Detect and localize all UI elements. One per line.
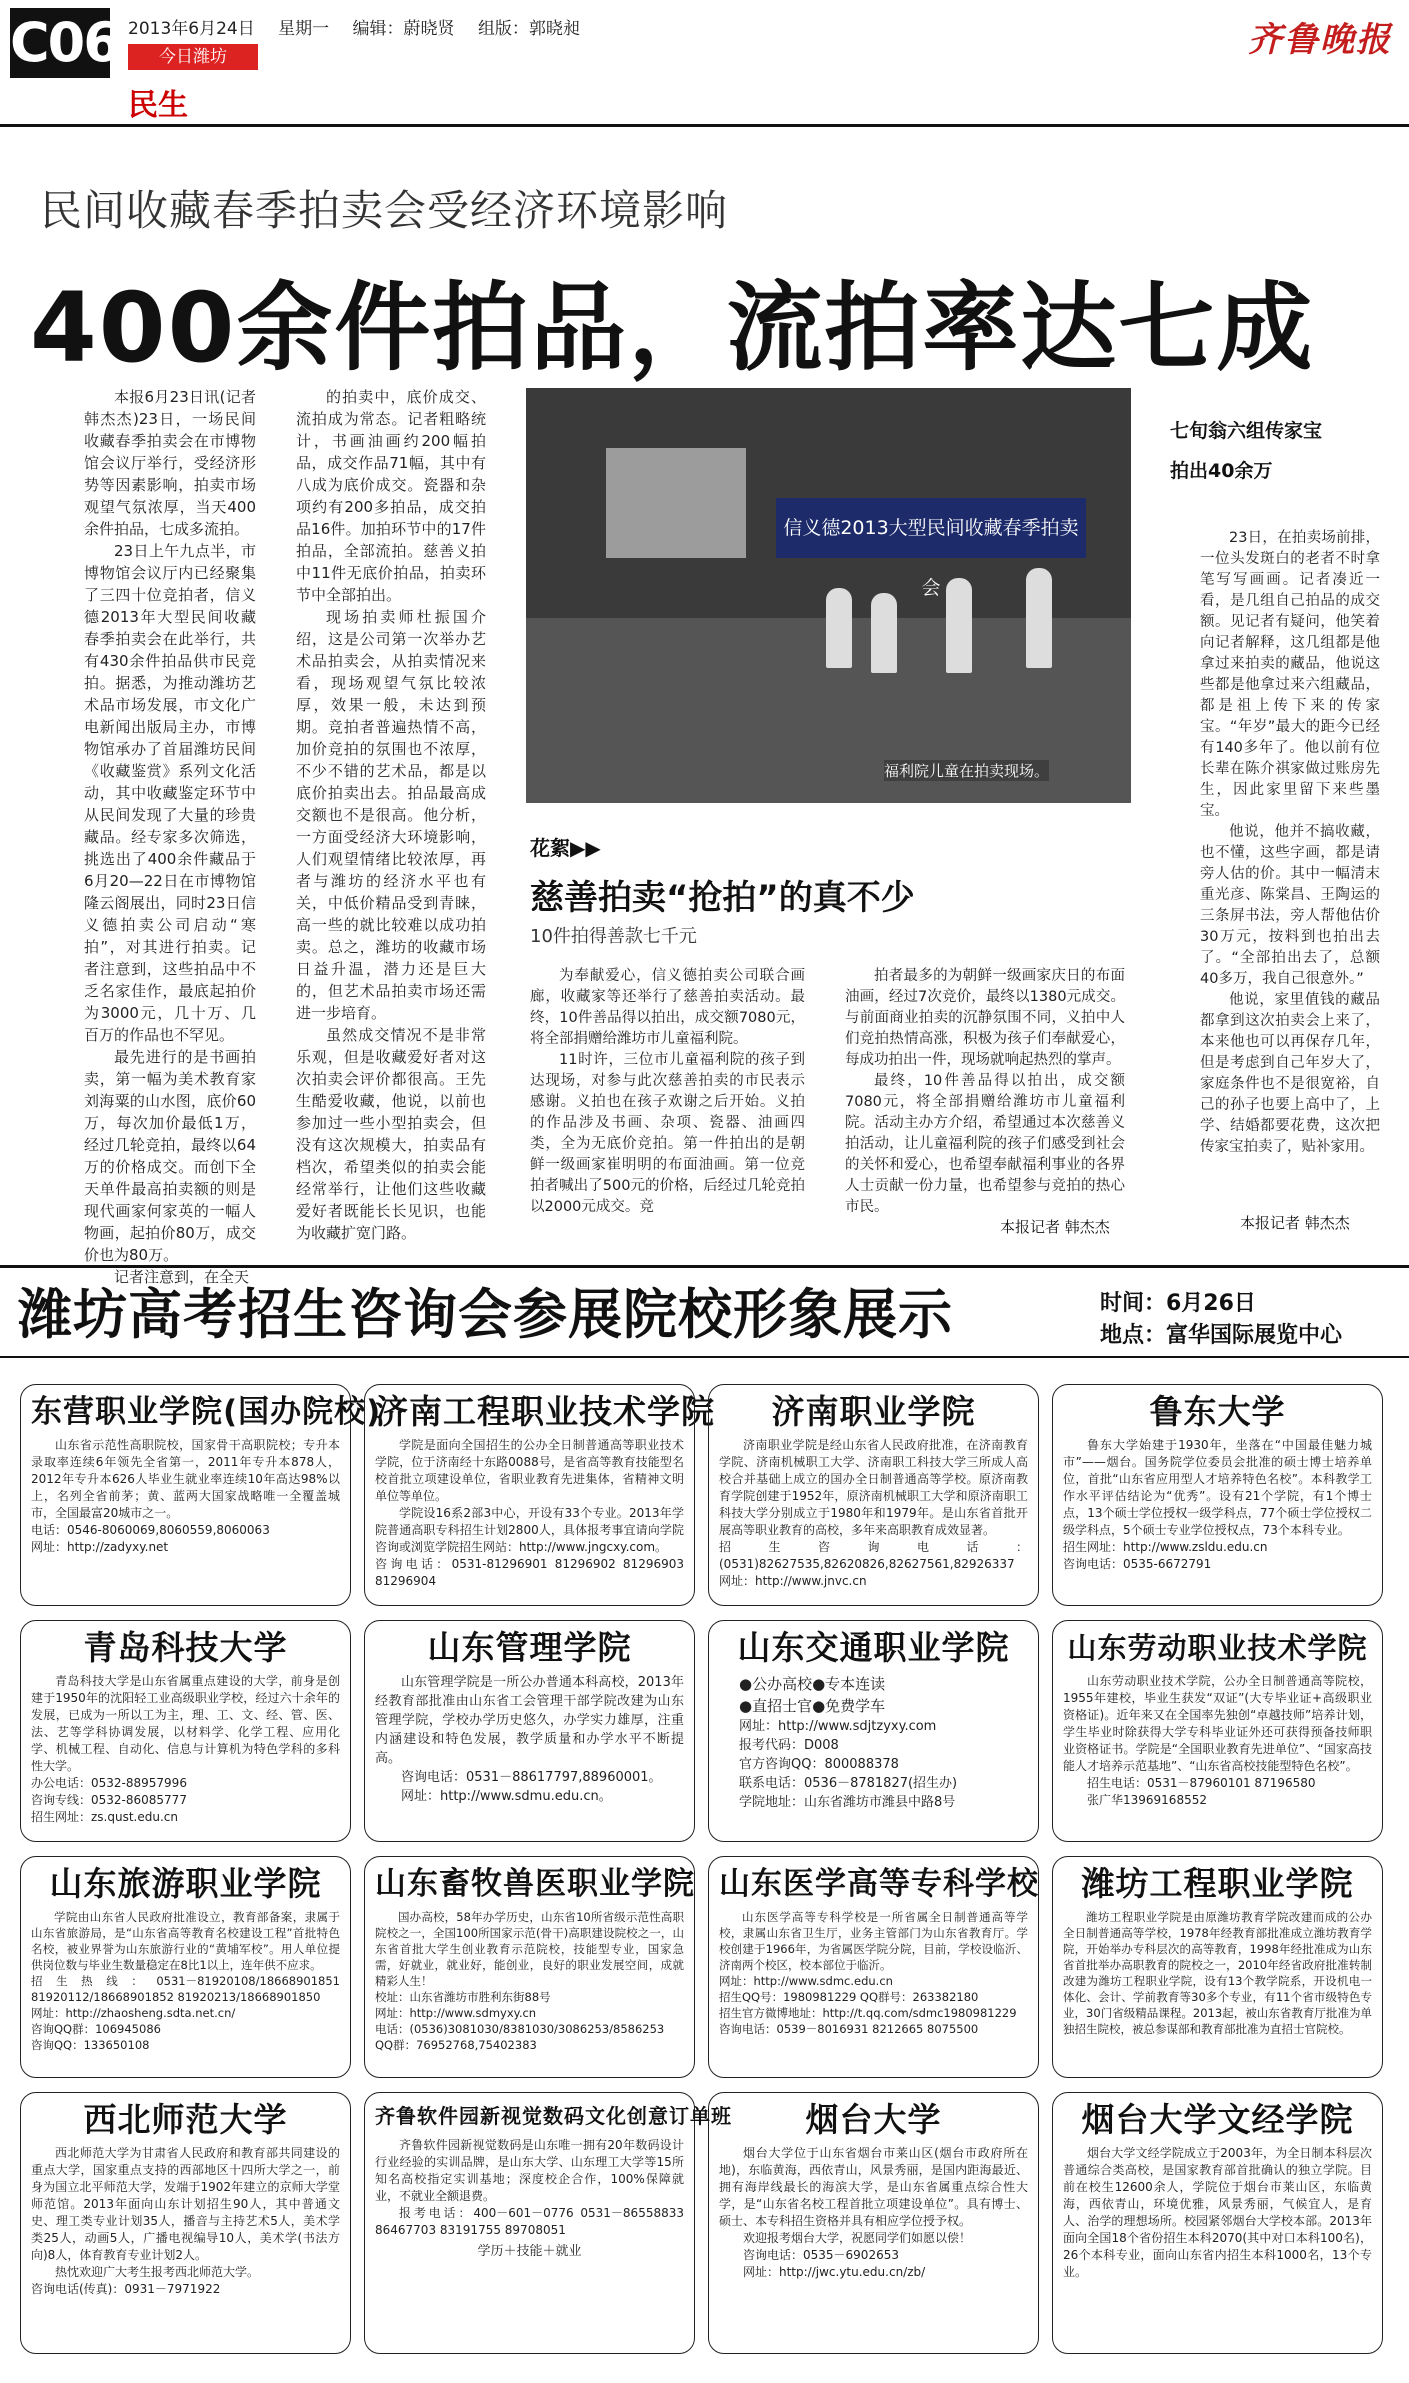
paragraph: 现场拍卖师杜振国介绍，这是公司第一次举办艺术品拍卖会，从拍卖情况来看，现场观望气氛比较浓厚，效果一般，未达到预期。竞拍者普遍热情不高，加价竞拍的氛围也不浓厚，不少不错的艺术品，都是以底价拍卖出去。拍品最高成交额也不是很高。他分析，一方面受经济大环境影响，人们观望情绪比较浓厚，再者与潍坊的经济水平也有关，中低价精品受到青睐，高一些的就比较难以成功拍卖。总之，潍坊的收藏市场日益升温，潜力还是巨大的，但艺术品拍卖市场还需进一步培育。 (296, 608, 486, 1022)
person-figure (826, 588, 852, 668)
ad-title-rule (0, 1356, 1409, 1358)
person-figure (946, 578, 972, 673)
ad-divider (0, 1265, 1409, 1268)
sidebar-story (1200, 528, 1380, 1158)
paragraph: 为奉献爱心，信义德拍卖公司联合画廊，收藏家等还举行了慈善拍卖活动。最终，10件善品得以拍出，成交额7080元，将全部捐赠给潍坊市儿童福利院。 (530, 968, 805, 1047)
school-name: 齐鲁软件园新视觉数码文化创意订单班 (375, 2104, 732, 2128)
paragraph: 最终，10件善品得以拍出，成交额7080元，将全部捐赠给潍坊市儿童福利院。活动主办方介绍，希望通过本次慈善义拍活动，让儿童福利院的孩子们感受到社会的关怀和爱心，也希望奉献福利事业的各界人士贡献一份力量，也希望参与竞拍的热心市民。 (845, 1073, 1125, 1215)
paragraph: 最先进行的是书画拍卖，第一幅为美术教育家刘海粟的山水图，底价60万，每次加价最低1万，经过几轮竞拍，最终以64万的价格成交。而创下全天单件最高拍卖额的则是现代画家何家英的一幅人物画，起拍价80万，成交价也为80万。 (84, 1048, 256, 1264)
detail-line: QQ群：76952768,75402383 (375, 2038, 537, 2052)
detail-line: 烟台大学位于山东省烟台市莱山区(烟台市政府所在地)，东临黄海，西依青山，风景秀丽，是国内距海最近、拥有海岸线最长的海滨大学，是山东省属重点综合性大学，是“山东省名校工程首批立项建设单位”。具有博士、硕士、本专科招生资格并具有相应学位授予权。 (719, 2146, 1028, 2228)
school-details (719, 1673, 1028, 1812)
school-name: 西北师范大学 (83, 2100, 288, 2139)
paragraph: 的拍卖中，底价成交、流拍成为常态。记者粗略统计，书画油画约200幅拍品，成交作品71幅，其中有八成为底价成交。瓷器和杂项约有200多拍品，成交拍品16件。加拍环节中的17件拍品，全部流拍。慈善义拍中11件无底价拍品，拍卖环节中全部拍出。 (296, 388, 486, 604)
school-card (20, 1856, 351, 2078)
detail-line: 招生热线：0531－81920108/18668901851 81920112/18668901852 81920213/18668901850 (31, 1974, 340, 2004)
detail-line: 联系电话：0536－8781827(招生办) (739, 1776, 958, 1791)
detail-line: 国办高校，58年办学历史，山东省10所省级示范性高职院校之一，全国100所国家示范(骨干)高职建设院校之一，山东省首批大学生创业教育示范院校，技能型专业，国家急需，好就业，就业好，能创业，良好的职业发展空间，成就精彩人生！ (375, 1910, 684, 1988)
school-details (31, 2145, 340, 2298)
school-details (719, 1909, 1028, 2037)
school-card (708, 1620, 1039, 1842)
paragraph: 23日，在拍卖场前排，一位头发斑白的老者不时拿笔写写画画。记者凑近一看，是几组自己拍品的成交额。见记者有疑问，他笑着向记者解释，这几组都是他拿过来拍卖的藏品，他说这些都是他拿过来六组藏品，都是祖上传下来的传家宝。“年岁”最大的距今已经有140多年了。他以前有位长辈在陈介祺家做过账房先生，因此家里留下来些墨宝。 (1200, 530, 1380, 819)
detail-line: 山东管理学院是一所公办普通本科高校，2013年经教育部批准由山东省工会管理干部学院改建为山东管理学院，学校办学历史悠久，办学实力雄厚，注重内涵建设和特色发展，教学质量和办学水平不断提高。 (375, 1675, 684, 1766)
school-details (31, 1437, 340, 1556)
ad-place: 地点：富华国际展览中心 (1100, 1323, 1343, 1348)
detail-line: 欢迎报考烟台大学，祝愿同学们如愿以偿！ (743, 2231, 972, 2245)
editor-credit: 编辑：蔚晓贤 (352, 19, 455, 39)
detail-line: 咨询电话：0535-6672791 (1063, 1557, 1212, 1571)
detail-line: 齐鲁软件园新视觉数码是山东唯一拥有20年数码设计行业经验的实训品牌，是山东大学、山东理工大学等15所知名高校指定实训基地；深度校企合作，100%保障就业，不就业全额退费。 (375, 2138, 684, 2203)
school-name: 烟台大学 (805, 2100, 942, 2139)
school-name: 济南工程职业技术学院 (375, 1392, 715, 1431)
detail-line: 咨询电话：0531－88617797,88960001。 (401, 1770, 662, 1785)
school-details (1063, 1909, 1372, 2037)
newspaper-logo: 齐鲁晚报 (1248, 20, 1392, 60)
masthead-info (128, 14, 598, 39)
sidebar-byline: 本报记者 韩杰杰 (1240, 1214, 1350, 1232)
issue-date: 2013年6月24日 (128, 19, 255, 39)
detail-line: 鲁东大学始建于1930年，坐落在“中国最佳魅力城市”——烟台。国务院学位委员会批准的硕士博士培养单位，首批“山东省应用型人才培养特色名校”。本科教学工作水平评估结论为“优秀”。设有21个学院，有1个博士点，13个硕士学位授权一级学科点，77个硕士学位授权二级学科点，5个硕士专业学位授权点，73个本科专业。 (1063, 1438, 1372, 1537)
school-details (1063, 1673, 1372, 1809)
detail-line: 网址：http://www.sdmu.edu.cn。 (401, 1789, 612, 1804)
detail-line: 烟台大学文经学院成立于2003年，为全日制本科层次普通综合类高校，是国家教育部首批确认的独立学院。目前在校生12600余人，学院位于烟台市莱山区，东临黄海，西依青山，环境优雅，风景秀丽，气候宜人，是育人、治学的理想场所。校园紧邻烟台大学校本部。2013年面向全国18个省份招生本科2070(其中对口本科100名)，26个本科专业，面向山东省内招生本科1000名，13个专业。 (1063, 2146, 1372, 2279)
detail-line: 校址：山东省潍坊市胜利东街88号 (375, 1990, 551, 2004)
masthead-divider (0, 124, 1409, 127)
school-details (375, 1437, 684, 1590)
school-details (375, 1673, 684, 1806)
school-name: 青岛科技大学 (83, 1628, 288, 1667)
detail-line: 咨询电话：0535－6902653 (743, 2248, 899, 2262)
section-name: 民生 (128, 88, 188, 123)
school-card (708, 2092, 1039, 2354)
detail-line: 网址：http://www.sdjtzyxy.com (739, 1719, 937, 1734)
school-card (364, 1856, 695, 2078)
detail-line: 招生电话：0531－87960101 87196580 (1087, 1776, 1316, 1790)
school-card (364, 1620, 695, 1842)
detail-line: 网址：http://www.sdmc.edu.cn (719, 1974, 893, 1988)
layout-credit: 组版：郭晓昶 (477, 19, 580, 39)
school-card (1052, 1384, 1383, 1606)
charity-label: 花絮▶▶ (530, 836, 601, 860)
ad-title: 潍坊高考招生咨询会参展院校形象展示 (18, 1283, 953, 1346)
detail-line: 网址：http://zhaosheng.sdta.net.cn/ (31, 2006, 236, 2020)
detail-line: 咨询电话：0531-81296901 81296902 81296903 81296904 (375, 1557, 684, 1588)
school-details (375, 2137, 684, 2260)
detail-line: 咨询电话：0539－8016931 8212665 8075500 (719, 2022, 979, 2036)
detail-line: 学院设16系2部3中心，开设有33个专业。2013年学院普通高职专科招生计划2800人，具体报考事宜请向学院咨询或浏览学院招生网站：http://www.jngcxy.com。 (375, 1506, 684, 1554)
school-card (364, 1384, 715, 1606)
detail-line: 学院由山东省人民政府批准设立，教育部备案，隶属于山东省旅游局，是“山东省高等教育名校建设工程”首批特色名校，被业界誉为山东旅游行业的“黄埔军校”。用人单位提供岗位数与毕业生数量稳定在8比1以上，连年供不应求。 (31, 1910, 340, 1972)
detail-line: 网址：http://jwc.ytu.edu.cn/zb/ (743, 2265, 926, 2279)
detail-line: 咨询QQ：133650108 (31, 2038, 150, 2052)
school-name: 鲁东大学 (1149, 1392, 1286, 1431)
school-details (31, 1673, 340, 1826)
paragraph: 他说，他并不搞收藏，也不懂，这些字画，都是请旁人估的价。其中一幅清末重光彦、陈棠昌、王陶运的三条屏书法，旁人帮他估价30万元，按料到也拍出去了。“全部拍出去了，总额40多万，我自己很意外。” (1200, 824, 1380, 987)
school-name: 山东旅游职业学院 (49, 1864, 322, 1903)
sidebar-title-line2: 拍出40余万 (1170, 460, 1273, 482)
school-card (364, 2092, 732, 2354)
article-subhead: 民间收藏春季拍卖会受经济环境影响 (40, 186, 729, 235)
ad-time: 时间：6月26日 (1100, 1291, 1256, 1316)
paragraph: 记者注意到，在全天 (114, 1268, 250, 1286)
paragraph: 11时许，三位市儿童福利院的孩子到达现场，对参与此次慈善拍卖的市民表示感谢。义拍也在孩子欢谢之后开始。义拍的作品涉及书画、杂项、瓷器、油画四类，全为无底价竞拍。第一件拍出的是朝鲜一级画家崔明明的布面油画。第一位竞拍者喊出了500元的价格，后经过几轮竞拍以2000元成交。竞 (530, 1052, 805, 1215)
school-name: 烟台大学文经学院 (1081, 2100, 1354, 2139)
school-details (375, 1909, 684, 2053)
detail-line: 招生官方微博地址：http://t.qq.com/sdmc1980981229 (719, 2006, 1017, 2020)
detail-line: 热忱欢迎广大考生报考西北师范大学。 (55, 2265, 260, 2279)
school-details (1063, 1437, 1372, 1573)
charity-title: 慈善拍卖“抢拍”的真不少 (530, 878, 915, 918)
detail-line: 咨询电话(传真)：0931－7971922 (31, 2282, 221, 2296)
charity-column-2 (845, 966, 1125, 1218)
paragraph: 虽然成交情况不是非常乐观，但是收藏爱好者对这次拍卖会评价都很高。王先生酷爱收藏，他说，以前也参加过一些小型拍卖会，但没有这次规模大，拍卖品有档次，希望类似的拍卖会能经常举行，让他们这些收藏爱好者既能长长见识，也能为收藏扩宽门路。 (296, 1026, 486, 1242)
paragraph: 23日上午九点半，市博物馆会议厅内已经聚集了三四十位竞拍者，信义德2013年大型民间收藏春季拍卖会在此举行，共有430余件拍品供市民竞拍。据悉，为推动潍坊艺术品市场发展，市文化广电新闻出版局主办，市博物馆承办了首届潍坊民间《收藏鉴赏》系列文化活动，其中收藏鉴定环节中从民间发现了大量的珍贵藏品。经专家多次筛选，挑选出了400余件藏品于6月20—22日在市博物馆隆云阁展出，同时23日信义德拍卖公司启动“寒拍”，对其进行拍卖。记者注意到，这些拍品中不乏名家佳作，最底起拍价为3000元，几十万、几百万的作品也不罕见。 (84, 542, 256, 1044)
auction-photo (526, 388, 1131, 803)
school-name: 山东管理学院 (427, 1628, 632, 1667)
charity-column-1 (530, 966, 805, 1218)
paragraph: 他说，家里值钱的藏品都拿到这次拍卖会上来了，本来他也可以再保存几年，但是考虑到自己年岁大了，家庭条件也不是很宽裕，自己的孙子也要上高中了，上学、结婚都要花费，这次把传家宝拍卖了，贴补家用。 (1200, 992, 1380, 1155)
article-headline: 400余件拍品，流拍率达七成 (30, 272, 1315, 384)
detail-line: 山东医学高等专科学校是一所省属全日制普通高等学校，隶属山东省卫生厅，业务主管部门为山东省教育厅。学校创建于1966年，为省属医学院分院，目前，学校设临沂、济南两个校区，校本部位于临沂。 (719, 1910, 1028, 1972)
detail-line: 山东省示范性高职院校，国家骨干高职院校；专升本录取率连续6年领先全省第一，2011年专升本878人，2012年专升本626人毕业生就业率连续10年高达98%以上，名列全省前茅；黄、蓝两大国家战略唯一全覆盖城市，全国最富20城市之一。 (31, 1438, 340, 1520)
detail-line: 电话：(0536)3081030/8381030/3086253/8586253 (375, 2022, 665, 2036)
school-name: 山东劳动职业技术学院 (1067, 1631, 1368, 1665)
detail-line: 张广华13969168552 (1087, 1793, 1207, 1807)
school-card (20, 1384, 382, 1606)
detail-line: 办公电话：0532-88957996 (31, 1776, 187, 1790)
detail-line: 招生QQ号：1980981229 QQ群号：263382180 (719, 1990, 979, 2004)
detail-line: 电话：0546-8060069,8060559,8060063 (31, 1523, 270, 1537)
school-card (708, 1856, 1039, 2078)
detail-line: 西北师范大学为甘肃省人民政府和教育部共同建设的重点大学，国家重点支持的西部地区十四所大学之一，前身为国立北平师范大学，发端于1902年建立的京师大学堂师范馆。2013年面向山东计划招生90人，其中普通文史、理工类专业计划35人，播音与主持艺术5人，美术学类25人，动画5人，广播电视编导10人，美术学(书法方向)8人，体育教育专业计划2人。 (31, 2146, 340, 2262)
person-figure (1026, 568, 1052, 668)
charity-subtitle: 10件拍得善款七千元 (530, 926, 697, 947)
school-card (1052, 1856, 1383, 2078)
detail-line: 学院是面向全国招生的公办全日制普通高等职业技术学院，位于济南经十东路0088号，是省高等教育技能型名校首批立项建设单位，省职业教育先进集体，省精神文明单位等单位。 (375, 1438, 684, 1503)
article-column-1 (84, 386, 256, 1288)
detail-line: ●直招士官●免费学车 (739, 1697, 886, 1715)
detail-line: 报考电话：400－601－0776 0531－86558833 86467703 83191755 89708051 (375, 2206, 684, 2237)
paragraph: 本报6月23日讯(记者 韩杰杰)23日，一场民间收藏春季拍卖会在市博物馆会议厅举行，受经济形势等因素影响，拍卖市场观望气氛浓厚，当天400余件拍品，七成多流拍。 (84, 388, 256, 538)
detail-line: 网址：http://zadyxy.net (31, 1540, 169, 1554)
detail-line: 报考代码：D008 (739, 1738, 839, 1753)
detail-line: 学历＋技能＋就业 (477, 2244, 582, 2259)
school-name: 东营职业学院(国办院校) (31, 1394, 382, 1430)
page-number: C06 (10, 8, 110, 78)
detail-line: 招生网址：http://www.zsldu.edu.cn (1063, 1540, 1268, 1554)
sidebar-title-line1: 七旬翁六组传家宝 (1170, 420, 1323, 442)
school-details (1063, 2145, 1372, 2281)
school-card (1052, 1620, 1383, 1842)
detail-line: 招生咨询电话：(0531)82627535,82620826,82627561,82926337 (719, 1540, 1028, 1571)
school-card (20, 2092, 351, 2354)
school-name: 山东畜牧兽医职业学院 (375, 1866, 695, 1902)
school-name: 济南职业学院 (771, 1392, 976, 1431)
detail-line: 济南职业学院是经山东省人民政府批准，在济南教育学院、济南机械职工大学、济南职工科技大学三所成人高校合并基础上成立的国办全日制普通高等学校。原济南教育学院创建于1952年，原济南机械职工大学和原济南职工科技大学分别成立于1980年和1979年。是山东省首批开展高等职业教育的高校，多年来高职教育成效显著。 (719, 1438, 1028, 1537)
school-name: 山东医学高等专科学校 (719, 1866, 1039, 1902)
detail-line: 网址：http://www.sdmyxy.cn (375, 2006, 537, 2020)
school-details (31, 1909, 340, 2053)
detail-line: 青岛科技大学是山东省属重点建设的大学，前身是创建于1950年的沈阳轻工业高级职业学校，经过六十余年的发展，已成为一所以工为主，理、工、文、经、管、医、法、艺等学科协调发展，以材料学、化学工程、应用化学、机械工程、自动化、信息与计算机为特色学科的多科性大学。 (31, 1674, 340, 1773)
photo-banner: 信义德2013大型民间收藏春季拍卖会 (776, 498, 1086, 558)
school-details (719, 1437, 1028, 1590)
school-details (719, 2145, 1028, 2281)
school-name: 潍坊工程职业学院 (1081, 1864, 1354, 1903)
issue-weekday: 星期一 (278, 19, 330, 39)
school-name: 山东交通职业学院 (737, 1628, 1010, 1667)
detail-line: 咨询QQ群：106945086 (31, 2022, 161, 2036)
article-column-2 (296, 386, 486, 1244)
detail-line: ●公办高校●专本连读 (739, 1675, 886, 1693)
detail-line: 网址：http://www.jnvc.cn (719, 1574, 867, 1588)
school-card (1052, 2092, 1383, 2354)
detail-line: 招生网址：zs.qust.edu.cn (31, 1810, 178, 1824)
photo-caption: 福利院儿童在拍卖现场。 (884, 762, 1050, 780)
person-figure (871, 593, 897, 673)
section-tag: 今日潍坊 (128, 44, 258, 70)
detail-line: 学院地址：山东省潍坊市潍县中路8号 (739, 1795, 956, 1810)
school-card (20, 1620, 351, 1842)
detail-line: 潍坊工程职业学院是由原潍坊教育学院改建而成的公办全日制普通高等学校，1978年经教育部批准成立潍坊教育学院，开始举办专科层次的高等教育，1998年经批准成为山东省首批举办高职教育的院校之一，2010年经省政府批准转制改建为潍坊工程职业学院，设有13个教学院系，开设机电一体化、会计、学前教育等30多个专业，有11个省市级特色专业，30门省级精品课程。2013起，被山东省教育厅批准为单独招生院校，被总参谋部和教育部批准为直招士官院校。 (1063, 1910, 1372, 2036)
charity-byline: 本报记者 韩杰杰 (1000, 1218, 1110, 1236)
paragraph: 拍者最多的为朝鲜一级画家庆日的布面油画，经过7次竞价，最终以1380元成交。与前面商业拍卖的沉静氛围不同，义拍中人们竞拍热情高涨，积极为孩子们奉献爱心，每成功拍出一件，现场就响起热烈的掌声。 (845, 968, 1125, 1068)
school-card (708, 1384, 1039, 1606)
detail-line: 山东劳动职业技术学院，公办全日制普通高等院校，1955年建校，毕业生获发“双证”(大专毕业证+高级职业资格证)。近年来又在全国率先独创“卓越技师”培养计划，学生毕业时除获得大学专科毕业证外还可获得预备技师职业资格证书。学院是“全国职业教育先进单位”、“国家高技能人才培养示范基地”、“山东省高校技能型特色名校”。 (1063, 1674, 1372, 1773)
detail-line: 咨询专线：0532-86085777 (31, 1793, 187, 1807)
detail-line: 官方咨询QQ：800088378 (739, 1757, 899, 1772)
projection-screen (606, 448, 746, 558)
